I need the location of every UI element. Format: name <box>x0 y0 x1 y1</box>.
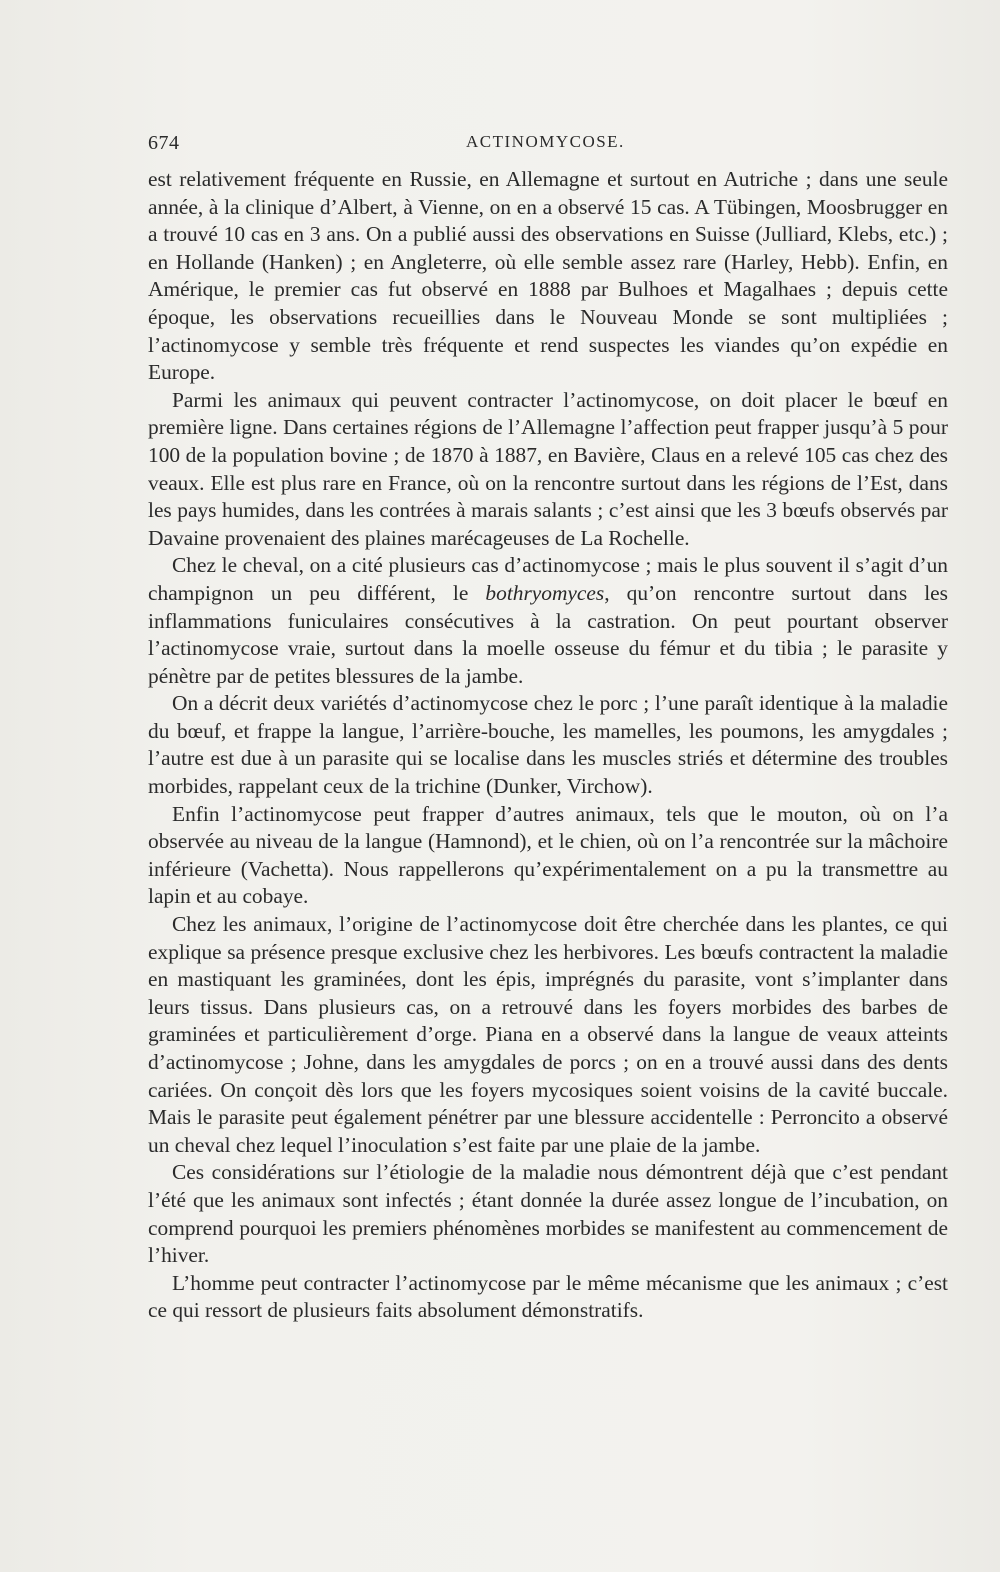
paragraph-origin: Chez les animaux, l’origine de l’actinomycose doit être cherchée dans les plantes, ce qui explique sa présence presque exclusive chez les herbivores. Les bœufs contractent la maladie en mastiquant les graminées, dont les épis, imprégnés du parasite, vont s’implanter dans leurs tissus. Dans plusieurs cas, on a retrouvé dans les foyers morbides des barbes de graminées et particulièrement d’orge. Piana en a observé dans la langue de veaux atteints d’actinomycose ; Johne, dans les amygdales de porcs ; on en a trouvé aussi dans des dents cariées. On conçoit dès lors que les foyers mycosiques soient voisins de la cavité buccale. Mais le parasite peut également pénétrer par une blessure accidentelle : Perroncito a observé un cheval chez lequel l’inoculation s’est faite par une plaie de la jambe. <box>148 912 948 1157</box>
italic-term: bothryomyces <box>485 580 605 605</box>
paragraph-other-animals: Enfin l’actinomycose peut frapper d’autres animaux, tels que le mouton, où on l’a observée au niveau de la langue (Hamnond), et le chien, où on l’a rencontrée sur la mâchoire inférieure (Vachetta). Nous rappellerons qu’expérimentalement on a pu la transmettre au lapin et au cobaye. <box>148 801 948 909</box>
paragraph-cattle: Parmi les animaux qui peuvent contracter l’actinomycose, on doit placer le bœuf en première ligne. Dans certaines régions de l’Allemagne l’affection peut frapper jusqu’à 5 pour 100 de la population bovine ; de 1870 à 1887, en Bavière, Claus en a relevé 105 cas chez des veaux. Elle est plus rare en France, où on la rencontre surtout dans les régions de l’Est, dans les pays humides, dans les contrées à marais salants ; c’est ainsi que les 3 bœufs observés par Davaine provenaient des plaines marécageuses de La Rochelle. <box>148 387 948 550</box>
horse-text-after: , qu’on rencontre surtout dans les inflammations funiculaires consécutives à la castration. On peut pourtant observer l’actinomycose vraie, surtout dans la moelle osseuse du fémur et du tibia ; le parasite y pénètre par de petites blessures de la jambe. <box>148 580 948 688</box>
paragraph-continuation: est relativement fréquente en Russie, en Allemagne et surtout en Autriche ; dans une seule année, à la clinique d’Albert, à Vienne, on en a observé 15 cas. A Tübingen, Moosbrugger en a trouvé 10 cas en 3 ans. On a publié aussi des observations en Suisse (Julliard, Klebs, etc.) ; en Hollande (Hanken) ; en Angleterre, où elle semble assez rare (Harley, Hebb). Enfin, en Amérique, le premier cas fut observé en 1888 par Bulhoes et Magalhaes ; depuis cette époque, les observations recueillies dans le Nouveau Monde se sont multipliées ; l’actinomycose y semble très fréquente et rend suspectes les viandes qu’on expédie en Europe. <box>148 167 948 385</box>
paragraph-etiology: Ces considérations sur l’étiologie de la maladie nous démontrent déjà que c’est pendant l’été que les animaux sont infectés ; étant donnée la durée assez longue de l’incubation, on comprend pourquoi les premiers phénomènes morbides se manifestent au commencement de l’hiver. <box>148 1160 948 1268</box>
page-header <box>148 132 940 162</box>
page-number: 674 <box>148 132 180 154</box>
body-text <box>148 166 948 1325</box>
paragraph-horse <box>148 552 948 690</box>
paragraph-pig: On a décrit deux variétés d’actinomycose chez le porc ; l’une paraît identique à la maladie du bœuf, et frappe la langue, l’arrière-bouche, les mamelles, les poumons, les amygdales ; l’autre est due à un parasite qui se localise dans les muscles striés et détermine des troubles morbides, rappelant ceux de la trichine (Dunker, Virchow). <box>148 691 948 799</box>
running-title: ACTINOMYCOSE. <box>466 132 625 151</box>
paragraph-human: L’homme peut contracter l’actinomycose par le même mécanisme que les animaux ; c’est ce qui ressort de plusieurs faits absolument démonstratifs. <box>148 1270 948 1323</box>
horse-text-before: Chez le cheval, on a cité plusieurs cas d’actinomycose ; mais le plus souvent il s’agit d’un champignon un peu différent, le <box>148 553 948 605</box>
